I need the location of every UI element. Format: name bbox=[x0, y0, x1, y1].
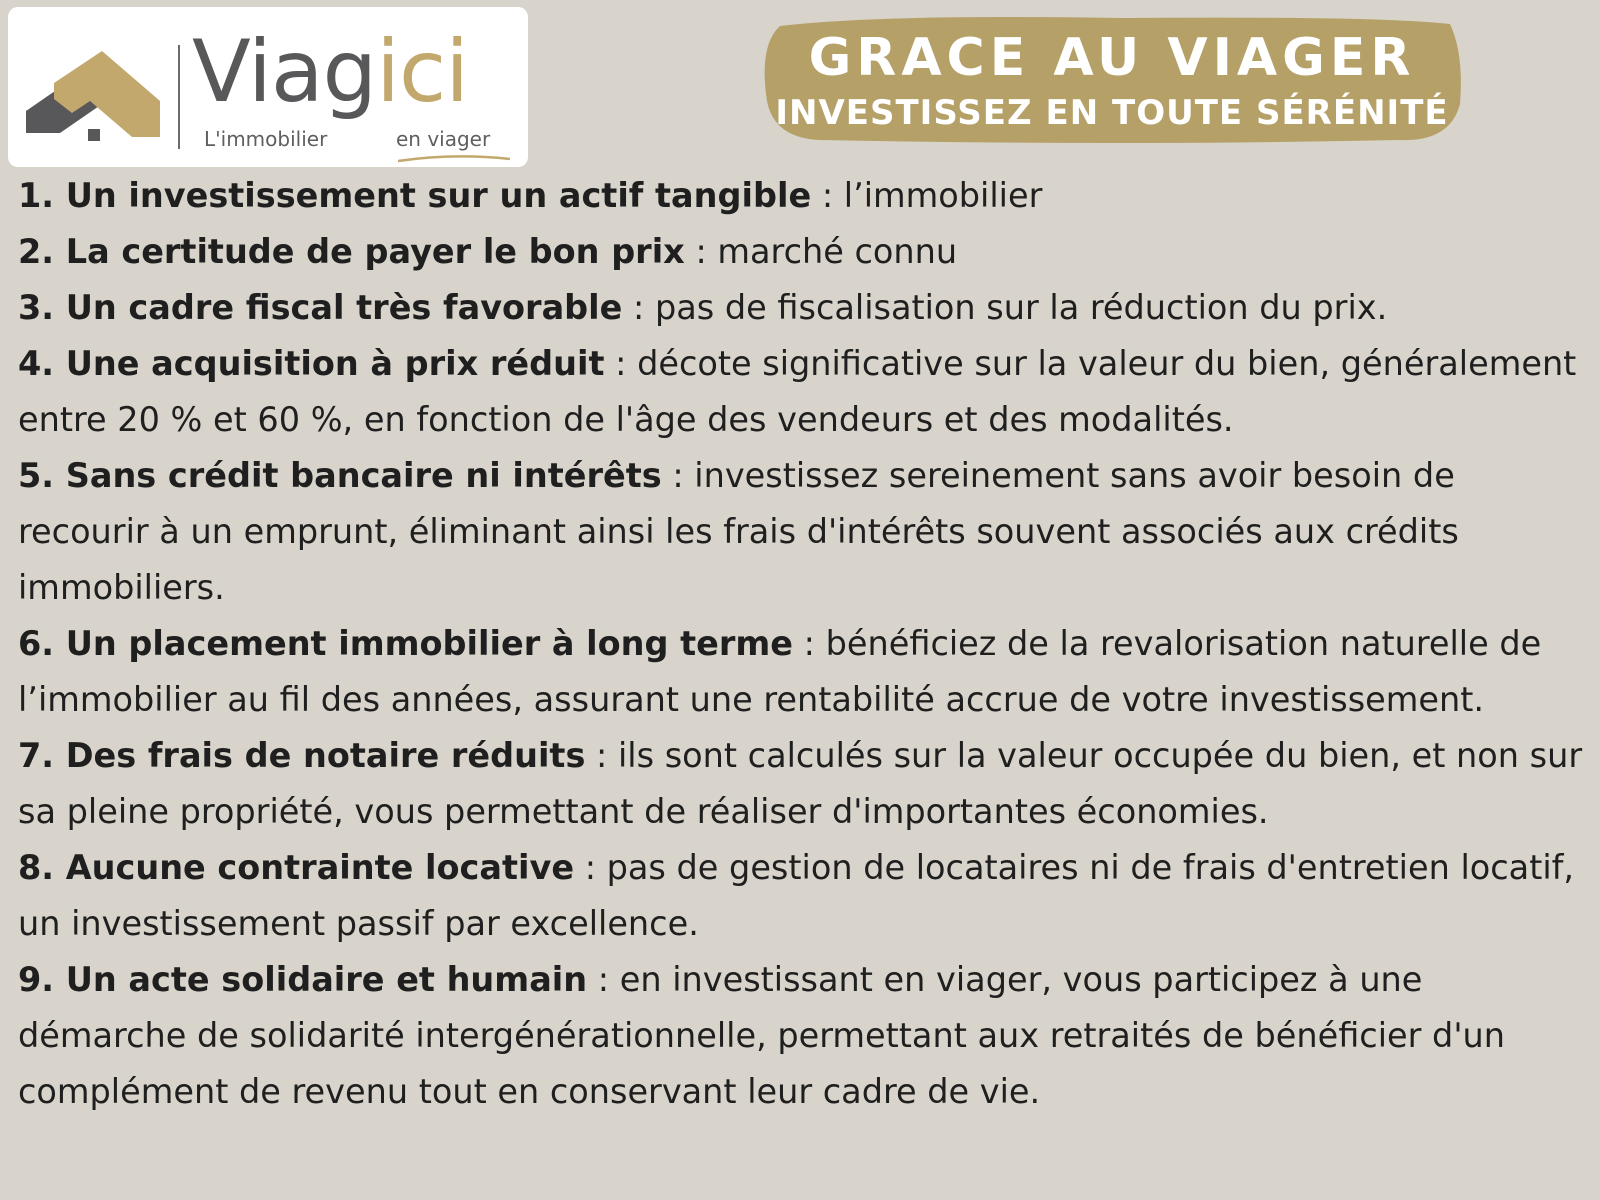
banner-subtitle: INVESTISSEZ EN TOUTE SÉRÉNITÉ bbox=[775, 93, 1449, 133]
benefit-item-9: 9. Un acte solidaire et humain : en investissant en viager, vous participez à une démarche de solidarité intergénérationnelle, permettant aux retraités de bénéficier d'un complément de revenu tout en conservant leur cadre de vie. bbox=[18, 960, 1505, 1111]
benefit-number: 5. bbox=[18, 456, 55, 495]
benefits-list bbox=[18, 168, 1584, 1120]
benefit-number: 7. bbox=[18, 736, 55, 775]
benefit-text: décote significative sur la valeur du bien, généralement entre 20 % et 60 %, en fonction de l'âge des vendeurs et des modalités. bbox=[18, 344, 1577, 439]
house-logo-icon bbox=[24, 49, 174, 149]
benefit-text: ils sont calculés sur la valeur occupée du bien, et non sur sa pleine propriété, vous permettant de réaliser d'importantes économies. bbox=[18, 736, 1583, 831]
logo-divider bbox=[178, 45, 180, 149]
banner bbox=[760, 14, 1464, 146]
benefit-text: investissez sereinement sans avoir besoin de recourir à un emprunt, éliminant ainsi les frais d'intérêts souvent associés aux crédits immobiliers. bbox=[18, 456, 1459, 607]
logo-wordmark-primary: Viag bbox=[192, 22, 377, 122]
benefit-item-7: 7. Des frais de notaire réduits : ils sont calculés sur la valeur occupée du bien, et non sur sa pleine propriété, vous permettant de réaliser d'importantes économies. bbox=[18, 736, 1583, 831]
logo-wordmark-accent: ici bbox=[376, 22, 469, 122]
benefit-heading: Sans crédit bancaire ni intérêts bbox=[65, 456, 662, 495]
benefit-item-2: 2. La certitude de payer le bon prix : marché connu bbox=[18, 232, 958, 271]
logo-swoosh-icon bbox=[398, 155, 510, 163]
benefit-item-4: 4. Une acquisition à prix réduit : décote significative sur la valeur du bien, généralement entre 20 % et 60 %, en fonction de l'âge des vendeurs et des modalités. bbox=[18, 344, 1577, 439]
benefit-number: 1. bbox=[18, 176, 55, 215]
logo-tagline-right: en viager bbox=[396, 127, 491, 151]
benefit-text: pas de fiscalisation sur la réduction du prix. bbox=[654, 288, 1388, 327]
benefit-number: 6. bbox=[18, 624, 55, 663]
benefit-item-6: 6. Un placement immobilier à long terme : bénéficiez de la revalorisation naturelle de l’immobilier au fil des années, assurant une rentabilité accrue de votre investissement. bbox=[18, 624, 1542, 719]
benefit-text: pas de gestion de locataires ni de frais d'entretien locatif, un investissement passif par excellence. bbox=[18, 848, 1575, 943]
benefit-text: bénéficiez de la revalorisation naturelle de l’immobilier au fil des années, assurant une rentabilité accrue de votre investissement. bbox=[18, 624, 1542, 719]
banner-title: GRACE AU VIAGER bbox=[808, 28, 1416, 88]
benefit-heading: Des frais de notaire réduits bbox=[65, 736, 586, 775]
benefit-heading: Un placement immobilier à long terme bbox=[65, 624, 794, 663]
benefit-item-5: 5. Sans crédit bancaire ni intérêts : investissez sereinement sans avoir besoin de recourir à un emprunt, éliminant ainsi les frais d'intérêts souvent associés aux crédits immobiliers. bbox=[18, 456, 1459, 607]
benefit-heading: La certitude de payer le bon prix bbox=[65, 232, 685, 271]
benefit-heading: Un cadre fiscal très favorable bbox=[65, 288, 623, 327]
logo bbox=[8, 7, 528, 167]
benefit-text: marché connu bbox=[717, 232, 958, 271]
benefit-heading: Un acte solidaire et humain bbox=[65, 960, 588, 999]
benefit-heading: Aucune contrainte locative bbox=[65, 848, 575, 887]
benefit-number: 2. bbox=[18, 232, 55, 271]
benefit-heading: Une acquisition à prix réduit bbox=[65, 344, 605, 383]
benefit-item-1: 1. Un investissement sur un actif tangible : l’immobilier bbox=[18, 176, 1043, 215]
benefit-number: 4. bbox=[18, 344, 55, 383]
benefit-item-3: 3. Un cadre fiscal très favorable : pas de fiscalisation sur la réduction du prix. bbox=[18, 288, 1388, 327]
logo-tagline-left: L'immobilier bbox=[204, 127, 328, 151]
benefit-number: 3. bbox=[18, 288, 55, 327]
benefit-text: l’immobilier bbox=[843, 176, 1043, 215]
benefit-number: 9. bbox=[18, 960, 55, 999]
logo-wordmark bbox=[192, 22, 469, 122]
benefit-text: en investissant en viager, vous participez à une démarche de solidarité intergénérationnelle, permettant aux retraités de bénéficier d'un complément de revenu tout en conservant leur cadre de vie. bbox=[18, 960, 1505, 1111]
benefit-number: 8. bbox=[18, 848, 55, 887]
benefit-item-8: 8. Aucune contrainte locative : pas de gestion de locataires ni de frais d'entretien locatif, un investissement passif par excellence. bbox=[18, 848, 1575, 943]
benefit-heading: Un investissement sur un actif tangible bbox=[65, 176, 812, 215]
